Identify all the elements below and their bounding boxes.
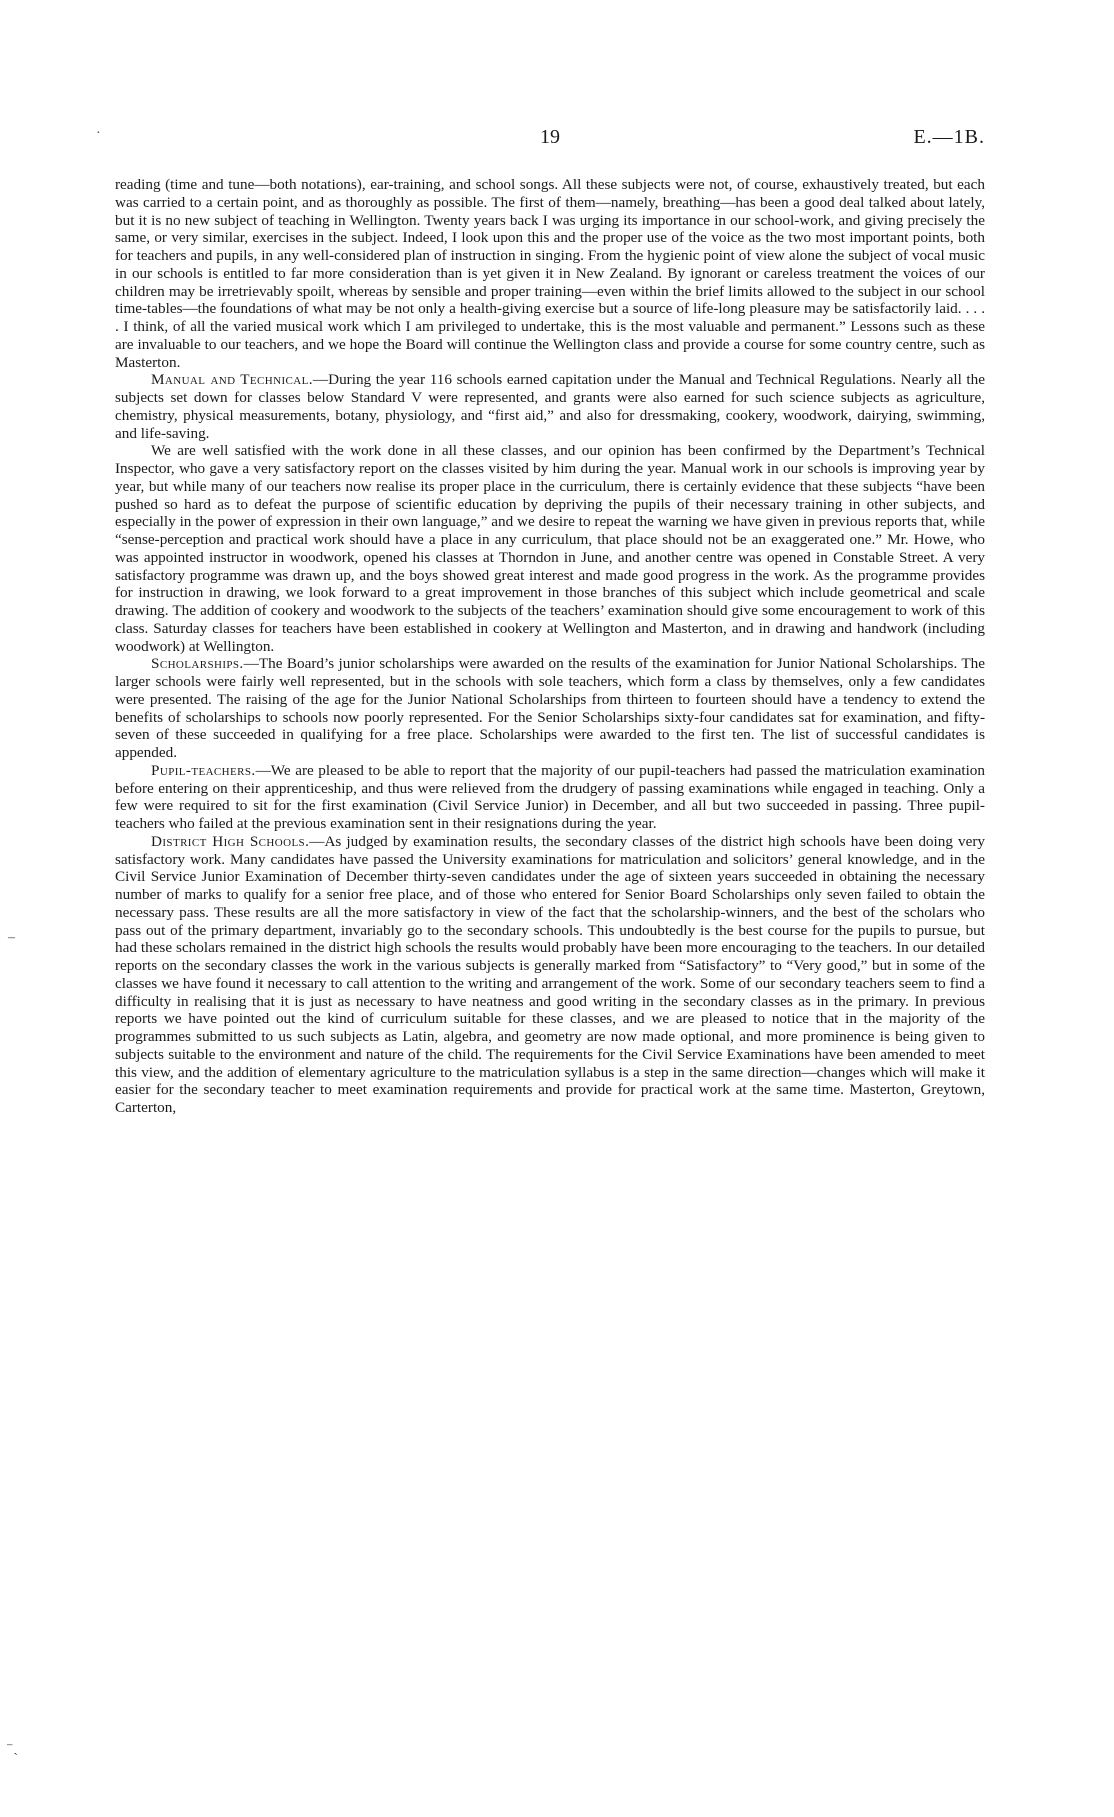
scan-speck: –	[8, 930, 15, 945]
paragraph-text: —The Board’s junior scholarships were awarded on the results of the examination for Junior National Scholarships. The larger schools were fairly well represented, but in the schools with sole teachers, which form a class by themselves, only a few candidates were presented. The raising of the age for the Junior National Scholarships from thirteen to fourteen should have a tendency to extend the benefits of scholarships to schools now poorly represented. For the Senior Scholarships sixty-four candidates sat for examination, and fifty-seven of these succeeded in qualifying for a free place. Scholarships were awarded to the first ten. The list of successful candidates is appended.	[115, 655, 985, 761]
document-reference: E.—1B.	[913, 126, 985, 148]
paragraph-text: —During the year 116 schools earned capitation under the Manual and Technical Regulations. Nearly all the subjects set down for classes below Standard V were represented, and grants were also earned for such science subjects as agriculture, chemistry, physical measurements, botany, physiology, and “first aid,” and also for dressmaking, cookery, woodwork, dairying, swimming, and life-saving.	[115, 371, 985, 442]
paragraph-text: reading (time and tune—both notations), ear-training, and school songs. All these subjects were not, of course, exhaustively treated, but each was carried to a certain point, and as thoroughly as possible. The first of them—namely, breathing—has been a good deal talked about lately, but it is no new subject of teaching in Wellington. Twenty years back I was urging its importance in our school-work, and giving precisely the same, or very similar, exercises in the subject. Indeed, I look upon this and the proper use of the voice as the two most important points, both for teachers and pupils, in any well-considered plan of instruction in singing. From the hygienic point of view alone the subject of vocal music in our schools is entitled to far more consideration than is yet given it in New Zealand. By ignorant or careless treatment the voices of our children may be irretrievably spoilt, whereas by sensible and proper training—even within the brief limits allowed to the subject in our school time-tables—the foundations of what may be not only a health-giving exercise but a source of life-long pleasure may be satisfactorily laid. . . . . I think, of all the varied musical work which I am privileged to undertake, this is the most valuable and permanent.” Lessons such as these are invaluable to our teachers, and we hope the Board will continue the Wellington class and provide a course for some country centre, such as Masterton.	[115, 176, 985, 371]
paragraph-scholarships	[115, 655, 985, 762]
paragraph-text: —We are pleased to be able to report that the majority of our pupil-teachers had passed the matriculation examination before entering on their apprenticeship, and thus were relieved from the drudgery of passing examinations while engaged in teaching. Only a few were required to sit for the first examination (Civil Service Junior) in December, and all but two succeeded in passing. Three pupil-teachers who failed at the previous examination sent in their resignations during the year.	[115, 761, 985, 832]
section-heading: Pupil-teachers.	[151, 761, 256, 779]
page-header	[115, 126, 985, 156]
paragraph-manual-work	[115, 442, 985, 655]
paragraph-pupil-teachers	[115, 762, 985, 833]
body-text	[115, 176, 985, 1117]
paragraph-text: We are well satisfied with the work done in all these classes, and our opinion has been confirmed by the Department’s Technical Inspector, who gave a very satisfactory report on the classes visited by him during the year. Manual work in our schools is improving year by year, but while many of our teachers now realise its proper place in the curriculum, there is certainly evidence that these subjects “have been pushed so hard as to defeat the purpose of scientific education by depriving the pupils of their necessary training in other subjects, and especially in the power of expression in their own language,” and we desire to repeat the warning we have given in previous reports that, while “sense-perception and practical work should have a place in any curriculum, that place should not be an exaggerated one.” Mr. Howe, who was appointed instructor in woodwork, opened his classes at Thorndon in June, and another centre was opened in Constable Street. A very satisfactory programme was drawn up, and the boys showed great interest and made good progress in the work. As the programme provides for instruction in drawing, we look forward to a great improvement in those branches of this subject which include geometrical and scale drawing. The addition of cookery and woodwork to the subjects of the teachers’ examination should give some encouragement to work of this class. Saturday classes for teachers have been established in cookery at Wellington and Masterton, and in drawing and handwork (including woodwork) at Wellington.	[115, 442, 985, 655]
page-number: 19	[540, 126, 560, 148]
paragraph-singing-continued	[115, 176, 985, 371]
scan-speck: ·	[96, 126, 101, 141]
section-heading: District High Schools.	[151, 832, 310, 850]
paragraph-district-high-schools	[115, 833, 985, 1117]
section-heading: Manual and Technical.	[151, 371, 313, 389]
section-heading: Scholarships.	[151, 655, 244, 673]
scan-speck: ⁻ˎ	[6, 1741, 19, 1756]
paragraph-text: —As judged by examination results, the secondary classes of the district high schools have been doing very satisfactory work. Many candidates have passed the University examinations for matriculation and solicitors’ general knowledge, and in the Civil Service Junior Examination of December thirty-seven candidates under the age of sixteen years succeeded in obtaining the necessary number of marks to qualify for a senior free place, and of those who entered for Senior Board Scholarships only seven failed to obtain the necessary pass. These results are all the more satisfactory in view of the fact that the scholarship-winners, and the best of the scholars who pass out of the primary department, invariably go to the secondary schools. This undoubtedly is the best course for the pupils to pursue, but had these scholars remained in the district high schools the results would probably have been more encouraging to the teachers. In our detailed reports on the secondary classes the work in the various subjects is generally marked from “Satisfactory” to “Very good,” but in some of the classes we have found it necessary to call attention to the writing and arrangement of the work. Some of our secondary teachers seem to find a difficulty in realising that it is just as necessary to have neatness and good writing in the secondary classes as in the primary. In previous reports we have pointed out the kind of curriculum suitable for these classes, and we are pleased to notice that in the majority of the programmes submitted to us such subjects as Latin, algebra, and geometry are now made optional, and more prominence is being given to subjects suitable to the environment and nature of the child. The requirements for the Civil Service Examinations have been amended to meet this view, and the addition of elementary agriculture to the matriculation syllabus is a step in the same direction—changes which will make it easier for the secondary teacher to meet examination requirements and provide for practical work at the same time. Masterton, Greytown, Carterton,	[115, 832, 985, 1116]
paragraph-manual-technical	[115, 371, 985, 442]
